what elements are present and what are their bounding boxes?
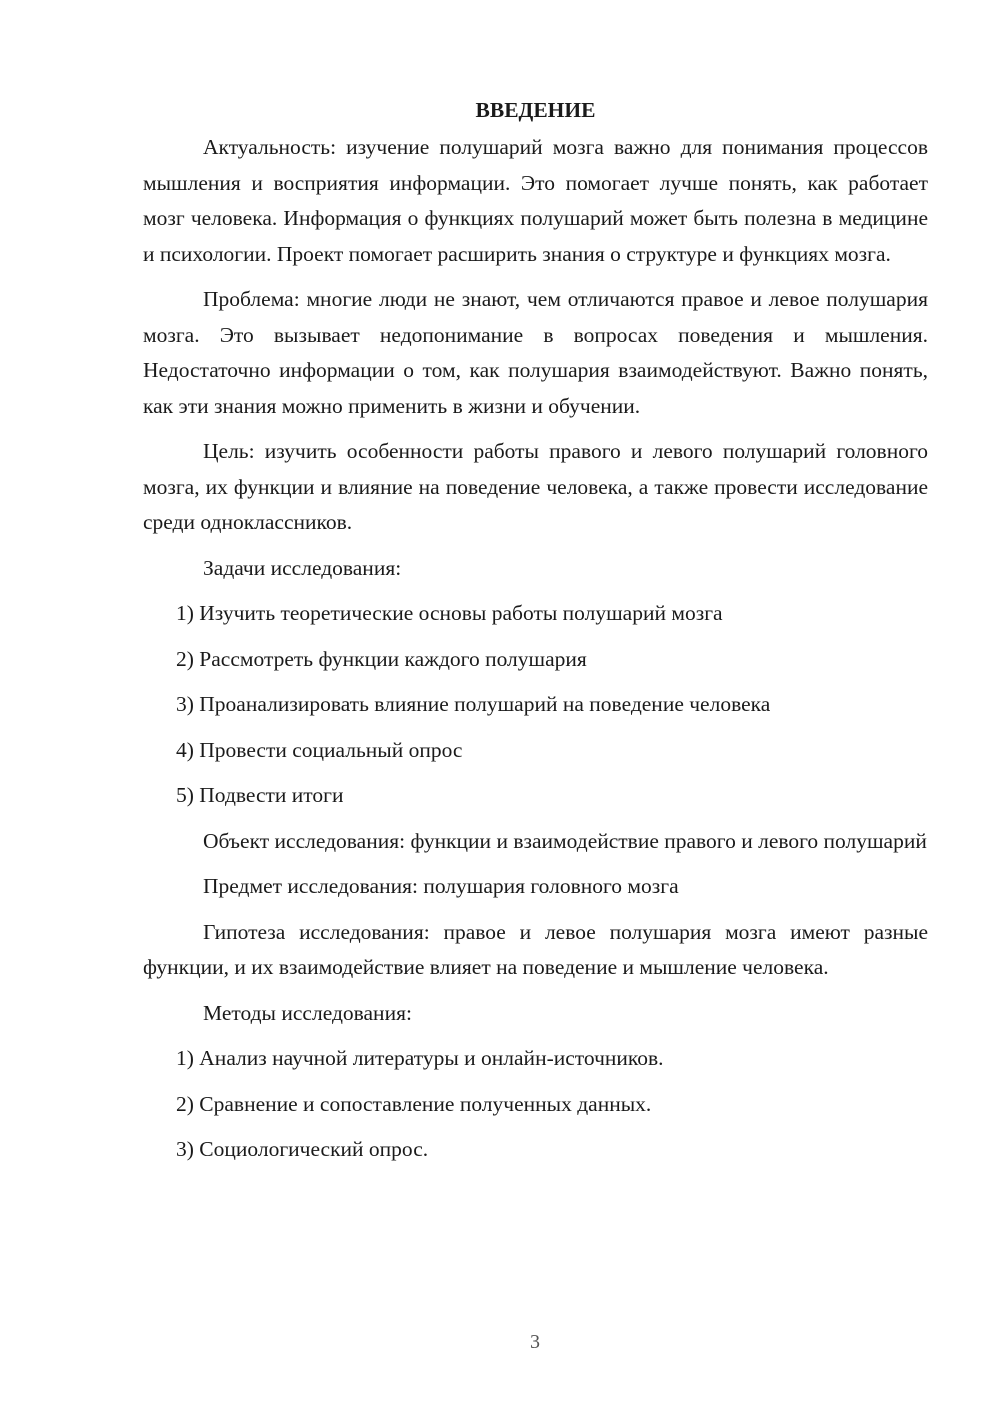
list-item: 1) Анализ научной литературы и онлайн-источников. bbox=[176, 1046, 664, 1070]
relevance-paragraph: Актуальность: изучение полушарий мозга важно для понимания процессов мышления и восприятия информации. Это помогает лучше понять, как работает мозг человека. Информация о функциях полушарий может быть полезна в медицине и психологии. Проект помогает расширить знания о структуре и функциях мозга. bbox=[143, 135, 928, 266]
methods-list bbox=[143, 1041, 928, 1168]
section-title: ВВЕДЕНИЕ bbox=[475, 98, 596, 122]
list-item: 5) Подвести итоги bbox=[176, 783, 344, 807]
object-paragraph: Объект исследования: функции и взаимодействие правого и левого полушарий bbox=[203, 828, 927, 853]
problem-paragraph: Проблема: многие люди не знают, чем отличаются правое и левое полушария мозга. Это вызывает недопонимание в вопросах поведения и мышления. Недостаточно информации о том, как полушария взаимодействуют. Важно понять, как эти знания можно применить в жизни и обучении. bbox=[143, 287, 928, 418]
document-page bbox=[143, 92, 928, 1178]
methods-heading: Методы исследования: bbox=[203, 1000, 412, 1025]
hypothesis-paragraph: Гипотеза исследования: правое и левое полушария мозга имеют разные функции, и их взаимодействие влияет на поведение и мышление человека. bbox=[143, 919, 928, 979]
tasks-list bbox=[143, 596, 928, 814]
list-item: 4) Провести социальный опрос bbox=[176, 737, 463, 762]
goal-paragraph: Цель: изучить особенности работы правого и левого полушарий головного мозга, их функции и влияние на поведение человека, а также провести исследование среди одноклассников. bbox=[143, 439, 928, 534]
list-item: 3) Проанализировать влияние полушарий на поведение человека bbox=[176, 692, 771, 716]
list-item: 3) Социологический опрос. bbox=[176, 1137, 429, 1161]
list-item: 2) Рассмотреть функции каждого полушария bbox=[176, 646, 587, 671]
tasks-heading: Задачи исследования: bbox=[203, 555, 402, 580]
list-item: 2) Сравнение и сопоставление полученных данных. bbox=[176, 1091, 652, 1116]
subject-paragraph: Предмет исследования: полушария головного мозга bbox=[203, 874, 679, 898]
list-item: 1) Изучить теоретические основы работы полушарий мозга bbox=[176, 601, 723, 625]
page-number: 3 bbox=[530, 1331, 540, 1353]
